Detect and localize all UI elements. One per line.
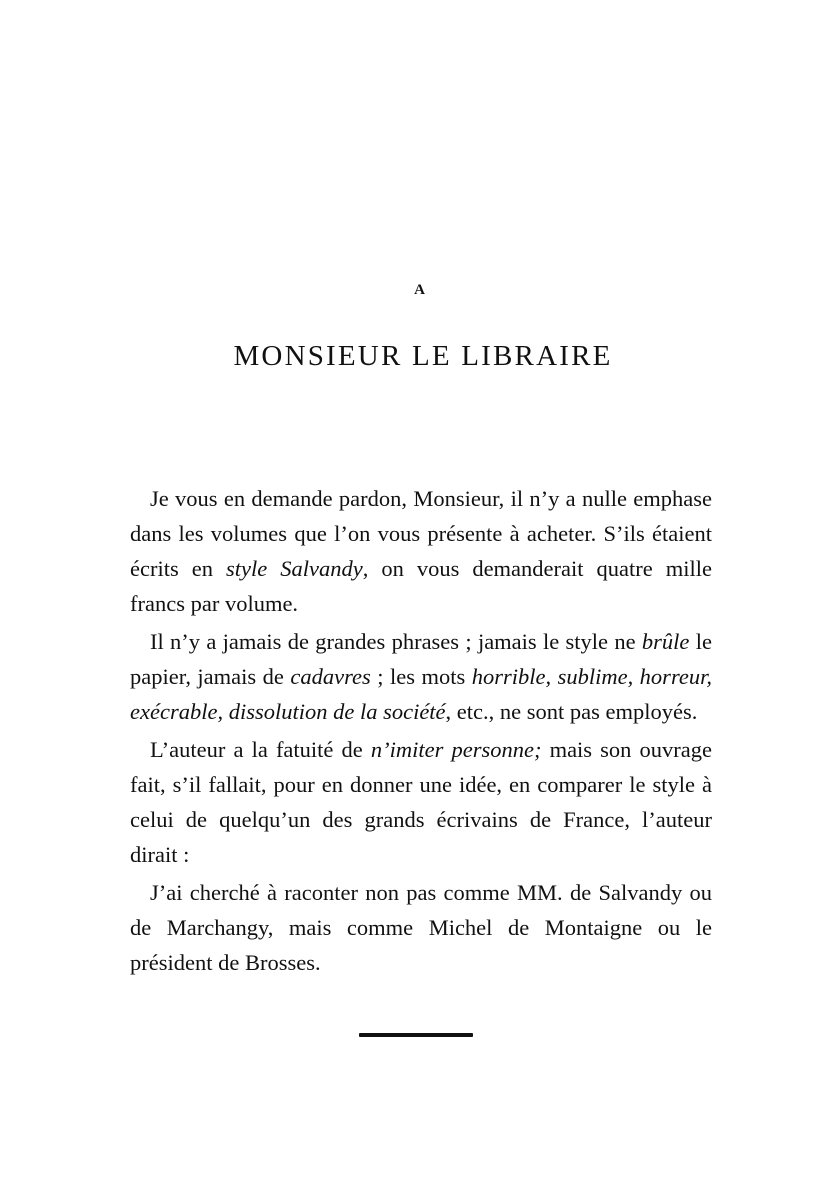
text-run: J’ai cherché à raconter non pas comme MM. de Salvandy ou de Marchangy, mais comme Michel de Montaigne ou le président de Brosses. xyxy=(130,880,712,975)
text-run: ; les mots xyxy=(370,664,472,689)
page-title: MONSIEUR LE LIBRAIRE xyxy=(233,340,613,372)
italic-run: cadavres xyxy=(290,664,371,689)
body-text xyxy=(130,481,712,983)
text-run: L’auteur a la fatuité de xyxy=(150,737,371,762)
italic-run: brûle xyxy=(641,629,690,654)
text-run: mais son ouvrage fait, s’il fallait, pour en donner une idée, en comparer le style à celui de quelqu’un des grands écrivains de France, l’auteur dirait : xyxy=(130,737,712,867)
text-run: , etc., ne sont pas employés. xyxy=(445,699,698,724)
text-run: , on vous demanderait quatre mille francs par volume. xyxy=(130,556,712,616)
italic-run: n’imiter personne; xyxy=(370,737,542,762)
italic-run: horrible, sublime, horreur, exécrable, dissolution de la société xyxy=(130,664,712,724)
ornamental-rule xyxy=(359,1033,473,1037)
text-run: Je vous en demande pardon, Monsieur, il n’y a nulle emphase dans les volumes que l’on vous présente à acheter. S’ils étaient écrits en xyxy=(130,486,712,581)
paragraph xyxy=(130,481,712,621)
paragraph xyxy=(130,875,712,980)
paragraph xyxy=(130,732,712,872)
italic-run: style Salvandy xyxy=(225,556,363,581)
text-run: Il n’y a jamais de grandes phrases ; jamais le style ne xyxy=(150,629,642,654)
dedication-heading: A xyxy=(414,282,426,298)
paragraph xyxy=(130,624,712,729)
text-run: le papier, jamais de xyxy=(130,629,712,689)
